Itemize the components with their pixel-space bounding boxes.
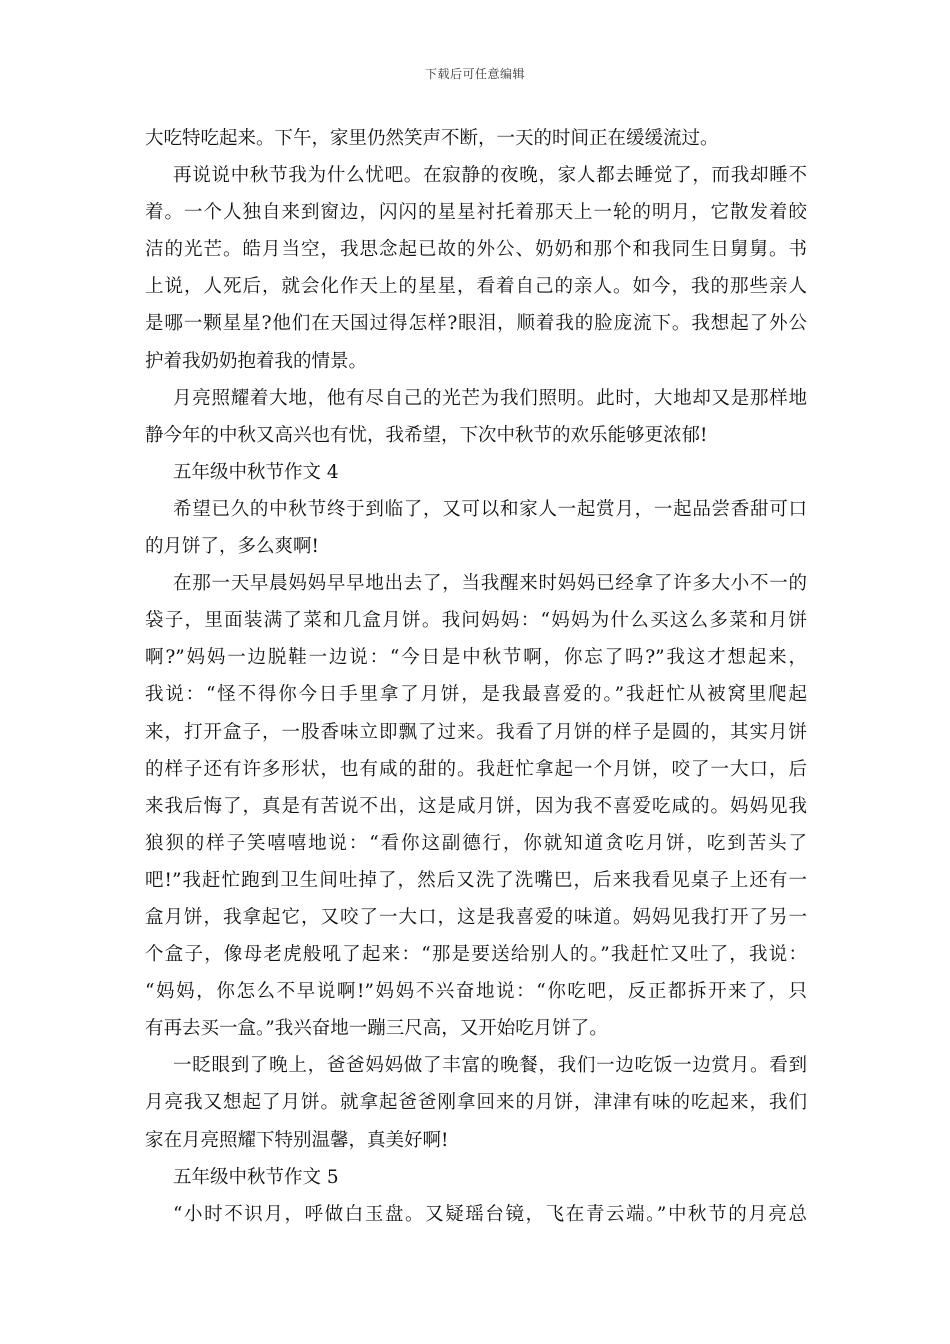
text-line: 盒月饼，我拿起它，又咬了一大口，这是我喜爱的味道。妈妈见我打开了另一 xyxy=(145,906,807,928)
text-line: 五年级中秋节作文 5 xyxy=(173,1166,339,1188)
text-line: 我说：“怪不得你今日手里拿了月饼，是我最喜爱的。”我赶忙从被窝里爬起 xyxy=(145,684,807,706)
text-line: 一眨眼到了晚上，爸爸妈妈做了丰富的晚餐，我们一边吃饭一边赏月。看到 xyxy=(173,1055,807,1077)
text-line: 的月饼了，多么爽啊! xyxy=(145,536,319,558)
text-line: 着。一个人独自来到窗边，闪闪的星星衬托着那天上一轮的明月，它散发着皎 xyxy=(145,202,807,224)
text-line: 狼狈的样子笑嘻嘻地说：“看你这副德行，你就知道贪吃月饼，吃到苦头了 xyxy=(145,832,807,854)
text-line: “小时不识月，呼做白玉盘。又疑瑶台镜，飞在青云端。”中秋节的月亮总 xyxy=(173,1203,807,1225)
text-line: 个盒子，像母老虎般吼了起来：“那是要送给别人的。”我赶忙又吐了，我说： xyxy=(145,944,807,966)
text-line: 希望已久的中秋节终于到临了，又可以和家人一起赏月，一起品尝香甜可口 xyxy=(173,498,807,520)
text-line: 五年级中秋节作文 4 xyxy=(173,461,339,483)
text-line: 静今年的中秋又高兴也有忧，我希望，下次中秋节的欢乐能够更浓郁! xyxy=(145,424,708,446)
text-line: 袋子，里面装满了菜和几盒月饼。我问妈妈：“妈妈为什么买这么多菜和月饼 xyxy=(145,610,807,632)
text-line: 再说说中秋节我为什么忧吧。在寂静的夜晚，家人都去睡觉了，而我却睡不 xyxy=(173,165,807,187)
document-body xyxy=(145,120,807,1233)
text-line: 吧!”我赶忙跑到卫生间吐掉了，然后又洗了洗嘴巴，后来我看见桌子上还有一 xyxy=(145,869,807,891)
text-line: 在那一天早晨妈妈早早地出去了，当我醒来时妈妈已经拿了许多大小不一的 xyxy=(173,573,807,595)
text-line: 来，打开盒子，一股香味立即飘了过来。我看了月饼的样子是圆的，其实月饼 xyxy=(145,721,807,743)
text-line: “妈妈，你怎么不早说啊!”妈妈不兴奋地说：“你吃吧，反正都拆开来了，只 xyxy=(145,981,807,1003)
text-line: 月亮照耀着大地，他有尽自己的光芒为我们照明。此时，大地却又是那样地 xyxy=(173,387,807,409)
text-line: 洁的光芒。皓月当空，我思念起已故的外公、奶奶和那个和我同生日舅舅。书 xyxy=(145,239,807,261)
text-line: 月亮我又想起了月饼。就拿起爸爸刚拿回来的月饼，津津有味的吃起来，我们 xyxy=(145,1092,807,1114)
text-line: 的样子还有许多形状，也有咸的甜的。我赶忙拿起一个月饼，咬了一大口，后 xyxy=(145,758,807,780)
text-line: 是哪一颗星星?他们在天国过得怎样?眼泪，顺着我的脸庞流下。我想起了外公 xyxy=(145,313,807,335)
text-line: 有再去买一盒。”我兴奋地一蹦三尺高，又开始吃月饼了。 xyxy=(145,1018,608,1040)
text-line: 大吃特吃起来。下午，家里仍然笑声不断，一天的时间正在缓缓流过。 xyxy=(145,128,719,149)
page-header-note: 下载后可任意编辑 xyxy=(424,67,525,81)
text-line: 来我后悔了，真是有苦说不出，这是咸月饼，因为我不喜爱吃咸的。妈妈见我 xyxy=(145,795,807,817)
text-line: 啊?”妈妈一边脱鞋一边说：“今日是中秋节啊，你忘了吗?”我这才想起来， xyxy=(145,647,807,669)
text-line: 护着我奶奶抱着我的情景。 xyxy=(145,350,368,372)
text-line: 家在月亮照耀下特别温馨，真美好啊! xyxy=(145,1129,449,1151)
text-line: 上说，人死后，就会化作天上的星星，看着自己的亲人。如今，我的那些亲人 xyxy=(145,276,807,298)
